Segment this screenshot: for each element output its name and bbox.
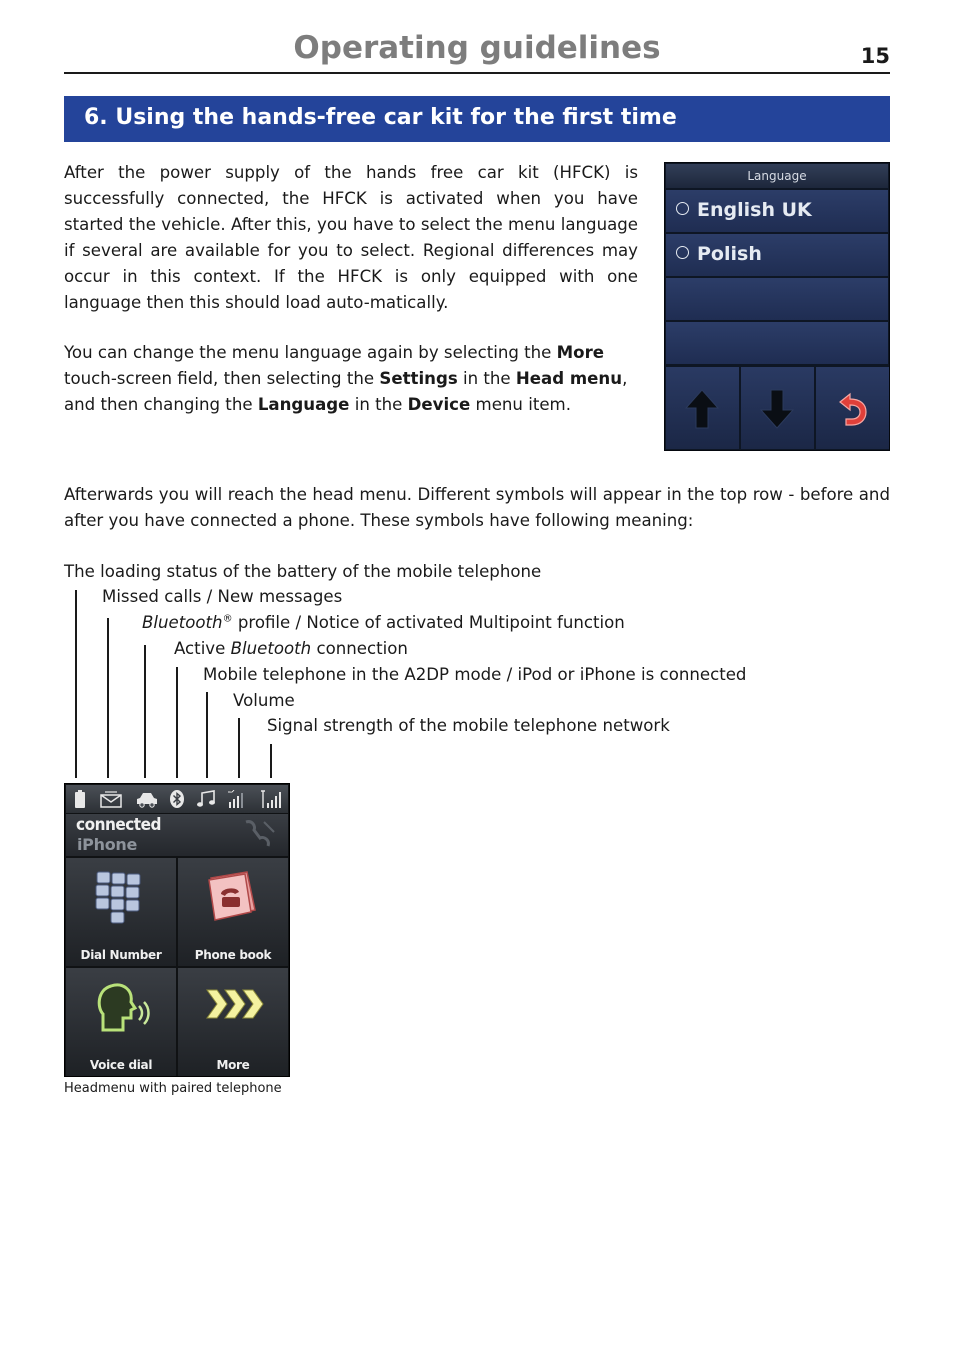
intro-paragraph: After the power supply of the hands free car kit (HFCK) is successfully connected, the HFCK is activated when you have started the vehicle. After this, you have to select the menu language if several are available for you to select. Regional differences may occur in this context. If the HFCK is only equipped with one language then this should load auto-matically. bbox=[64, 163, 638, 312]
scroll-up-button[interactable] bbox=[666, 367, 739, 449]
more-term: More bbox=[556, 343, 605, 362]
text-run: profile / Notice of activated Multipoint function bbox=[232, 613, 625, 632]
legend-missed-calls: Missed calls / New messages bbox=[102, 587, 343, 606]
more-chevrons-icon bbox=[205, 980, 267, 1036]
language-option-label bbox=[676, 199, 812, 221]
header-rule bbox=[64, 72, 890, 74]
language-option-empty bbox=[666, 278, 888, 320]
tile-label: More bbox=[216, 1058, 250, 1072]
tile-label: Phone book bbox=[194, 948, 272, 962]
radio-icon bbox=[676, 202, 689, 215]
voice-dial-icon bbox=[93, 980, 155, 1038]
dial-number-tile[interactable] bbox=[66, 858, 176, 966]
legend-active-bluetooth bbox=[174, 639, 408, 658]
section-heading-bar bbox=[64, 96, 890, 142]
symbols-intro-paragraph: Afterwards you will reach the head menu. Different symbols will appear in the top row - before and after you have connected a phone. These symbols have following meaning: bbox=[64, 485, 890, 530]
connection-status-area bbox=[66, 814, 288, 856]
settings-term: Settings bbox=[379, 369, 458, 388]
car-icon bbox=[136, 790, 158, 808]
legend-line-battery bbox=[75, 590, 77, 778]
bluetooth-term: Bluetooth bbox=[230, 639, 312, 658]
status-icon-row bbox=[66, 785, 288, 813]
text-run: , and then changing the bbox=[64, 369, 628, 414]
legend-line-a2dp bbox=[206, 692, 208, 778]
more-tile[interactable] bbox=[178, 968, 288, 1076]
legend-signal: Signal strength of the mobile telephone network bbox=[267, 716, 670, 735]
change-language-paragraph bbox=[64, 340, 638, 418]
language-option-text: English UK bbox=[697, 199, 812, 221]
registered-mark: ® bbox=[222, 613, 233, 625]
language-screen-header: Language bbox=[666, 164, 888, 188]
back-button[interactable] bbox=[816, 367, 889, 449]
text-run: menu item. bbox=[470, 395, 571, 414]
text-run: connection bbox=[311, 639, 408, 658]
language-option-text: Polish bbox=[697, 243, 762, 265]
language-option-polish[interactable] bbox=[666, 234, 888, 276]
text-run: You can change the menu language again by selecting the bbox=[64, 343, 557, 362]
legend-line-missed bbox=[107, 618, 109, 778]
language-screen bbox=[664, 162, 890, 451]
legend-a2dp: Mobile telephone in the A2DP mode / iPod or iPhone is connected bbox=[203, 665, 747, 684]
section-title: 6. Using the hands-free car kit for the first time bbox=[84, 105, 677, 130]
phone-watermark-icon bbox=[242, 818, 278, 852]
legend-line-volume bbox=[238, 718, 240, 778]
language-option-english[interactable] bbox=[666, 190, 888, 232]
legend-line-bluetooth-profile bbox=[144, 645, 146, 778]
text-run: in the bbox=[349, 395, 408, 414]
phone-book-icon bbox=[205, 870, 261, 926]
bluetooth-icon bbox=[170, 790, 184, 808]
tile-label: Dial Number bbox=[80, 948, 162, 962]
message-icon bbox=[100, 790, 122, 808]
head-menu-screen bbox=[64, 783, 290, 1077]
voice-dial-tile[interactable] bbox=[66, 968, 176, 1076]
connected-device-name: iPhone bbox=[77, 835, 138, 854]
keypad-icon bbox=[93, 870, 149, 926]
language-term: Language bbox=[257, 395, 350, 414]
page-title: Operating guidelines bbox=[293, 30, 661, 66]
volume-icon bbox=[228, 790, 246, 808]
device-term: Device bbox=[407, 395, 471, 414]
arrow-up-icon bbox=[682, 388, 722, 430]
figure-caption: Headmenu with paired telephone bbox=[64, 1081, 282, 1096]
connection-status-label: connected bbox=[76, 815, 161, 835]
text-run: touch-screen field, then selecting the bbox=[64, 369, 380, 388]
text-run: in the bbox=[457, 369, 516, 388]
legend-bluetooth-profile bbox=[142, 613, 625, 632]
battery-icon bbox=[75, 790, 85, 808]
legend-line-signal bbox=[270, 744, 272, 778]
text-run: Active bbox=[174, 639, 231, 658]
radio-icon bbox=[676, 246, 689, 259]
back-icon bbox=[832, 388, 872, 430]
arrow-down-icon bbox=[757, 388, 797, 430]
tile-label: Voice dial bbox=[89, 1058, 153, 1072]
language-option-empty bbox=[666, 322, 888, 364]
legend-volume: Volume bbox=[233, 691, 295, 710]
signal-icon bbox=[260, 790, 282, 808]
legend-line-active-bluetooth bbox=[176, 667, 178, 778]
music-note-icon bbox=[196, 790, 216, 808]
phone-book-tile[interactable] bbox=[178, 858, 288, 966]
scroll-down-button[interactable] bbox=[741, 367, 814, 449]
bluetooth-term: Bluetooth bbox=[142, 613, 223, 632]
language-option-label bbox=[676, 243, 762, 265]
head-menu-term: Head menu bbox=[515, 369, 623, 388]
legend-battery: The loading status of the battery of the mobile telephone bbox=[64, 562, 542, 581]
page-number: 15 bbox=[860, 44, 890, 68]
